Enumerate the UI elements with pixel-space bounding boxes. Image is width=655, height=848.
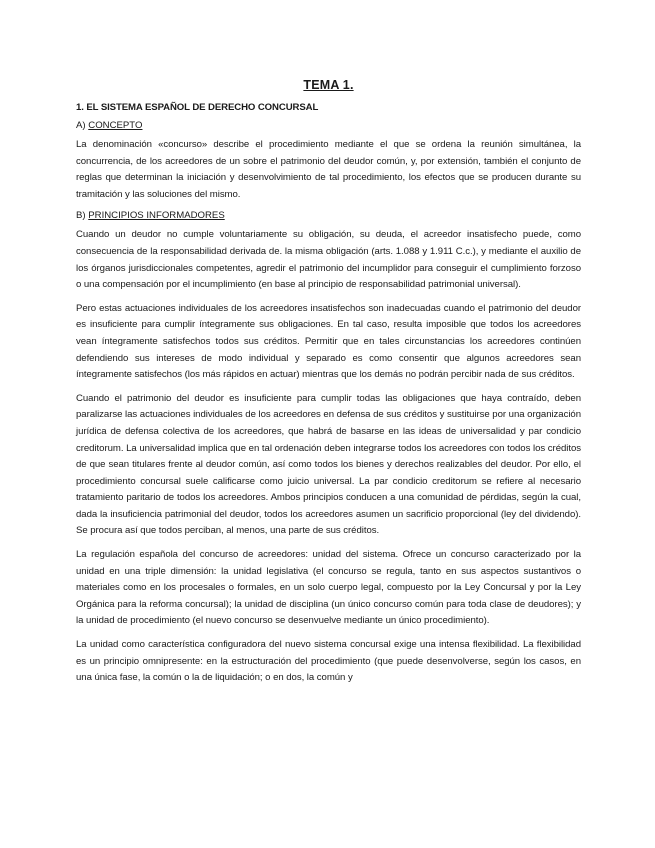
subsection-b-letter: B) <box>76 210 86 222</box>
subsection-b-label: PRINCIPIOS INFORMADORES <box>88 210 225 222</box>
subsection-a-label: CONCEPTO <box>88 120 143 131</box>
paragraph-principios-4: La regulación española del concurso de acreedores: unidad del sistema. Ofrece un concurso caracterizado por la unidad en una triple dimensión: la unidad legislativa (el concurso se regula, tanto en sus aspectos sustantivos o materiales como en los procesales o formales, en un solo cuerpo legal, compuesto por la Ley Concursal y por la Ley Orgánica para la reforma concursal); la unidad de disciplina (un único concurso común para toda clase de deudores); y la unidad de procedimiento (el nuevo concurso se desenvuelve mediante un único procedimiento). <box>76 549 581 627</box>
document-page <box>76 78 581 694</box>
paragraph-principios-2: Pero estas actuaciones individuales de los acreedores insatisfechos son inadecuadas cuando el patrimonio del deudor es insuficiente para cumplir íntegramente sus obligaciones. En tal caso, resulta imposible que todos los acreedores vean íntegramente satisfechos todos sus créditos. Permitir que en tales circunstancias los acreedores continúen defendiendo sus intereses de modo individual y separado es como consentir que algunos acreedores sean íntegramente satisfechos (los más rápidos en actuar) mientras que los demás no podrán percibir nada de sus créditos. <box>76 302 581 381</box>
subsection-a-heading <box>76 120 581 131</box>
paragraph-principios-5: La unidad como característica configuradora del nuevo sistema concursal exige una intensa flexibilidad. La flexibilidad es un principio omnipresente: en la estructuración del procedimiento (que puede desenvolverse, según los casos, en una única fase, la común o la de liquidación; o en dos, la común y <box>76 639 581 684</box>
page-title: TEMA 1. <box>303 78 354 92</box>
paragraph-principios-1: Cuando un deudor no cumple voluntariamente su obligación, su deuda, el acreedor insatisfecho puede, como consecuencia de la responsabilidad derivada de. la misma obligación (arts. 1.088 y 1.911 C.c.), y mediante el auxilio de los órganos jurisdiccionales competentes, agredir el patrimonio del incumplidor para conseguir el cumplimiento forzoso o una compensación por el incumplimiento (en base al principio de responsabilidad patrimonial universal). <box>76 229 581 291</box>
section-heading: 1. EL SISTEMA ESPAÑOL DE DERECHO CONCURSAL <box>76 102 319 113</box>
subsection-a-letter: A) <box>76 120 86 131</box>
subsection-b-heading <box>76 210 581 221</box>
paragraph-concepto: La denominación «concurso» describe el procedimiento mediante el que se ordena la reunión simultánea, la concurrencia, de los acreedores de un sobre el patrimonio del deudor común, y, por extensión, también el conjunto de reglas que determinan la iniciación y desenvolvimiento de tal procedimiento, los efectos que se producen durante su tramitación y las soluciones del mismo. <box>76 139 581 200</box>
paragraph-principios-3: Cuando el patrimonio del deudor es insuficiente para cumplir todas las obligaciones que haya contraído, deben paralizarse las actuaciones individuales de los acreedores en defensa de sus créditos y sustituirse por una organización jurídica de defensa colectiva de los acreedores, que habrá de basarse en las ideas de universalidad y par condicio creditorum. La universalidad implica que en tal ordenación deben integrarse todos los acreedores con todos los créditos de que sean titulares frente al deudor común, así como todos los bienes y derechos realizables del deudor. Por ello, el procedimiento concursal suele calificarse como juicio universal. La par condicio creditorum se refiere al necesario tratamiento paritario de todos los acreedores. Ambos principios conducen a una comunidad de pérdidas, según la cual, dada la insuficiencia patrimonial del deudor, todos los acreedores asumen un sacrificio proporcional (ley del dividendo). Se procura así que todos perciban, al menos, una parte de sus créditos. <box>76 392 581 537</box>
